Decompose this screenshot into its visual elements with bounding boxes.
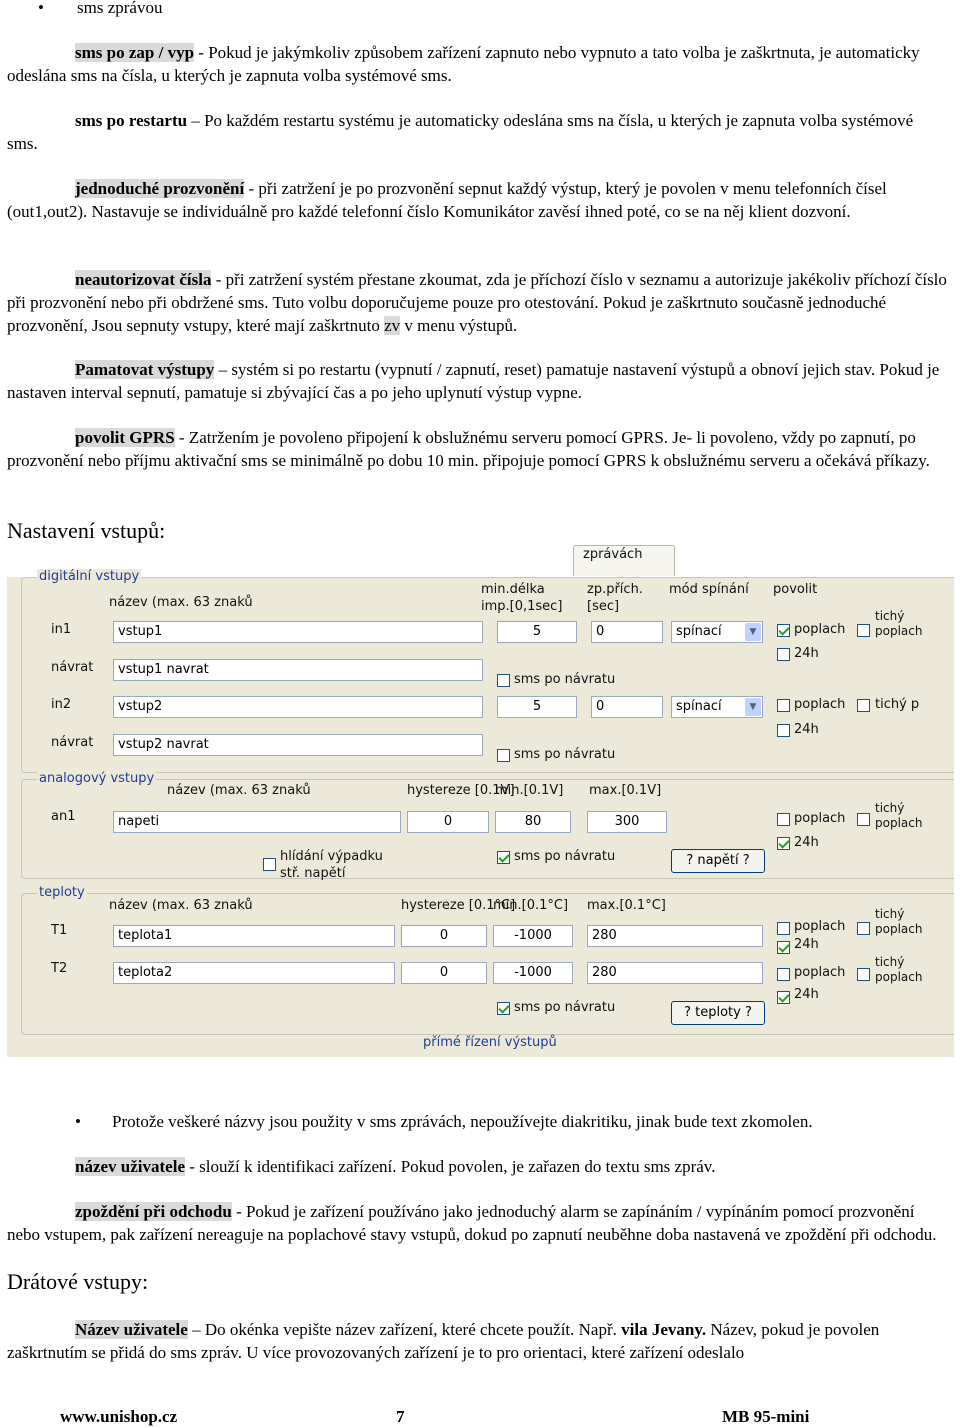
paragraph-zpozdeni (7, 1200, 947, 1246)
paragraph-text: - slouží k identifikaci zařízení. Pokud povolen, je zařazen do textu sms zpráv. (185, 1157, 716, 1176)
header-max: max.[0.1V] (589, 783, 662, 798)
row-label-navrat1: návrat (51, 660, 94, 675)
mode-select-in1[interactable] (671, 621, 763, 643)
header-hysteresis: hystereze [0.1V] (407, 783, 515, 798)
paragraph-text: – systém si po restartu (vypnutí / zapnutí, reset) pamatuje nastavení výstupů a obnoví jejich stav. Pokud je nastaven interval sepnutí, pamatuje si zbývající čas a po jeho uplynutí výstup vypne. (7, 360, 940, 402)
tichy-checkbox-in2[interactable] (857, 699, 870, 712)
sms-navrat-label: sms po návratu (514, 747, 616, 762)
paragraph-text: Název, pokud je povolen zaškrtnutím se přidá do sms zpráv. U více provozovaných zařízení je to pro orientaci, které zařízení odeslalo (7, 1320, 880, 1362)
max-input-t1[interactable]: 280 (587, 925, 763, 947)
term: sms po zap / vyp (75, 43, 195, 62)
paragraph-text: - Pokud je zařízení používáno jako jednoduchý alarm se zapínáním / vypínáním pomocí prozvonění nebo vstupem, pak zařízení nereaguje na poplachové stavy vstupů, dokud po zapnutí neuběhne doba nastavená ve zpoždění při odchodu. (7, 1202, 937, 1244)
footer-site: www.unishop.cz (60, 1407, 178, 1426)
poplach-label: poplach (794, 919, 846, 934)
paragraph-gprs (7, 426, 947, 472)
header-name: název (max. 63 znaků (109, 898, 253, 913)
name-input-an1[interactable]: napeti (113, 811, 401, 833)
24h-checkbox-an1[interactable] (777, 837, 790, 850)
tichy-label: tichý poplach (875, 907, 923, 936)
paragraph-text: - při zatržení je po prozvonění sepnut každý výstup, který je povolen v menu telefonních čísel (out1,out2). Nastavuje se individuálně pro každé telefonní číslo Komunikátor zavěsí ihned poté, co se na něj klient dozvoní. (7, 179, 887, 221)
paragraph-text: v menu výstupů. (400, 316, 518, 335)
paragraph-text: - při zatržení systém přestane zkoumat, zda je příchozí číslo v seznamu a autorizuje jakékoliv příchozí číslo při prozvonění nebo při obdržené sms. Tuto volbu doporučujeme pouze pro otestování. Pokud je zaškrtnuto současně jednoduché prozvonění, Jsou sepnuty vstupy, které mají zaškrtnuto (7, 270, 947, 335)
header-max: max.[0.1°C] (587, 898, 666, 913)
header-mode: mód spínání (669, 582, 749, 597)
row-label-an1: an1 (51, 809, 76, 824)
poplach-label: poplach (794, 622, 846, 637)
paragraph-text: – Do okénka vepište název zařízení, které chcete použít. Např. (187, 1320, 622, 1339)
panel-top-strip (7, 545, 954, 577)
tab-label: zprávách (583, 547, 643, 562)
tichy-label: tichý poplach (875, 801, 923, 830)
paragraph-sms-restart (7, 109, 947, 155)
poplach-checkbox-t1[interactable] (777, 922, 790, 935)
sms-navrat-checkbox-an1[interactable] (497, 851, 510, 864)
paragraph-text: - Zatržením je povoleno připojení k obslužnému serveru pomocí GPRS. Je- li povoleno, vždy po zapnutí, po prozvonění nebo příjmu aktivační sms se minimálně po dobu 10 min. připojuje pomocí GPRS k obslužnému serveru a očekává příkazy. (7, 428, 930, 470)
tichy-checkbox-in1[interactable] (857, 624, 870, 637)
group-label-digital: digitální vstupy (39, 569, 140, 584)
group-label-outputs[interactable]: přímé řízení výstupů (423, 1035, 557, 1050)
min-length-input-in1[interactable]: 5 (497, 621, 577, 643)
heading-inputs: Nastavení vstupů: (7, 518, 166, 543)
name-input-navrat1[interactable]: vstup1 navrat (113, 659, 483, 681)
poplach-checkbox-an1[interactable] (777, 813, 790, 826)
napeti-query-button[interactable]: ? napětí ? (671, 849, 765, 873)
paragraph-sms-zap-vyp (7, 41, 947, 87)
tichy-label: tichý poplach (875, 955, 923, 984)
sms-navrat-checkbox-2[interactable] (497, 749, 510, 762)
delay-input-in2[interactable]: 0 (591, 696, 663, 718)
name-input-t1[interactable]: teplota1 (113, 925, 395, 947)
poplach-checkbox-t2[interactable] (777, 968, 790, 981)
min-input-an1[interactable]: 80 (495, 811, 571, 833)
term: sms po restartu (75, 111, 188, 130)
hysteresis-input-t1[interactable]: 0 (401, 925, 487, 947)
paragraph-neautorizovat (7, 268, 947, 337)
row-label-t2: T2 (51, 961, 68, 976)
header-min: min.[0.1V] (495, 783, 564, 798)
poplach-label: poplach (794, 811, 846, 826)
paragraph-pamatovat (7, 358, 947, 404)
24h-checkbox-t2[interactable] (777, 991, 790, 1004)
paragraph-text: – Po každém restartu systému je automaticky odeslána sms na čísla, u kterých je zapnuta volba systémové sms. (7, 111, 914, 153)
tichy-checkbox-an1[interactable] (857, 813, 870, 826)
header-delay-unit: [sec] (587, 599, 620, 614)
24h-checkbox-in1[interactable] (777, 648, 790, 661)
sms-navrat-checkbox-1[interactable] (497, 674, 510, 687)
bullet-text: sms zprávou (77, 0, 163, 17)
row-label-in1: in1 (51, 622, 72, 637)
sms-navrat-label: sms po návratu (514, 1000, 616, 1015)
24h-checkbox-in2[interactable] (777, 724, 790, 737)
header-min: min.[0.1°C] (493, 898, 569, 913)
term: název uživatele (75, 1157, 185, 1176)
term-zv: zv (384, 316, 401, 335)
teploty-query-button[interactable]: ? teploty ? (671, 1001, 765, 1025)
name-input-t2[interactable]: teplota2 (113, 962, 395, 984)
name-input-in1[interactable]: vstup1 (113, 621, 483, 643)
poplach-label: poplach (794, 965, 846, 980)
row-label-in2: in2 (51, 697, 72, 712)
min-length-input-in2[interactable]: 5 (497, 696, 577, 718)
tichy-checkbox-t2[interactable] (857, 968, 870, 981)
24h-label: 24h (794, 987, 819, 1002)
hlidani-label-2: stř. napětí (280, 866, 346, 881)
bullet-text: Protože veškeré názvy jsou použity v sms zprávách, nepoužívejte diakritiku, jinak bude text zkomolen. (112, 1112, 813, 1131)
mode-value: spínací (676, 699, 722, 714)
mode-select-in2[interactable] (671, 696, 763, 718)
header-allow: povolit (773, 582, 818, 597)
hlidani-checkbox[interactable] (263, 858, 276, 871)
sms-navrat-label: sms po návratu (514, 849, 616, 864)
name-input-navrat2[interactable]: vstup2 navrat (113, 734, 483, 756)
header-min-length: min.délka (481, 582, 545, 597)
term: povolit GPRS (75, 428, 175, 447)
tichy-label: tichý p (875, 697, 920, 712)
row-label-t1: T1 (51, 923, 68, 938)
input-settings-panel (7, 545, 954, 1057)
header-hysteresis: hystereze [0.1°C] (401, 898, 516, 913)
24h-label: 24h (794, 835, 819, 850)
poplach-label: poplach (794, 697, 846, 712)
paragraph-text: - Pokud je jakýmkoliv způsobem zařízení zapnuto nebo vypnuto a tato volba je zaškrtnuta, je automaticky odeslána sms na čísla, u kterých je zapnuta volba systémové sms. (7, 43, 920, 85)
term: Název uživatele (75, 1320, 188, 1339)
header-min-length-unit: imp.[0,1sec] (481, 599, 563, 614)
term: Pamatovat výstupy (75, 360, 215, 379)
hlidani-label: hlídání výpadku (280, 849, 383, 864)
delay-input-in1[interactable]: 0 (591, 621, 663, 643)
paragraph-nazev-uzivatele (7, 1155, 947, 1178)
header-name: název (max. 63 znaků (167, 783, 311, 798)
paragraph-prozvoneni (7, 177, 947, 223)
name-input-in2[interactable]: vstup2 (113, 696, 483, 718)
tichy-label: tichý poplach (875, 609, 923, 638)
heading-wired: Drátové vstupy: (7, 1269, 149, 1294)
24h-checkbox-t1[interactable] (777, 941, 790, 954)
min-input-t1[interactable]: -1000 (493, 925, 573, 947)
24h-label: 24h (794, 646, 819, 661)
chevron-down-icon: ▼ (745, 698, 761, 716)
sms-navrat-checkbox-temps[interactable] (497, 1002, 510, 1015)
header-name: název (max. 63 znaků (109, 595, 253, 610)
tichy-checkbox-t1[interactable] (857, 922, 870, 935)
hysteresis-input-t2[interactable]: 0 (401, 962, 487, 984)
footer-page-number: 7 (396, 1407, 405, 1426)
max-input-an1[interactable]: 300 (587, 811, 667, 833)
header-delay: zp.přích. (587, 582, 643, 597)
poplach-checkbox-in2[interactable] (777, 699, 790, 712)
bullet-dot: • (38, 0, 44, 17)
term: neautorizovat čísla (75, 270, 212, 289)
example-name: vila Jevany. (621, 1320, 707, 1339)
group-label-temps: teploty (39, 885, 85, 900)
footer-model: MB 95-mini (722, 1407, 810, 1426)
min-input-t2[interactable]: -1000 (493, 962, 573, 984)
max-input-t2[interactable]: 280 (587, 962, 763, 984)
sms-navrat-label: sms po návratu (514, 672, 616, 687)
group-label-analog: analogový vstupy (39, 771, 155, 786)
poplach-checkbox-in1[interactable] (777, 624, 790, 637)
24h-label: 24h (794, 722, 819, 737)
paragraph-nazev-uzivatele-2 (7, 1318, 947, 1364)
chevron-down-icon: ▼ (745, 623, 761, 641)
24h-label: 24h (794, 937, 819, 952)
mode-value: spínací (676, 624, 722, 639)
row-label-navrat2: návrat (51, 735, 94, 750)
bullet-dot: • (75, 1112, 81, 1131)
hysteresis-input-an1[interactable]: 0 (407, 811, 489, 833)
term: zpoždění při odchodu (75, 1202, 232, 1221)
term: jednoduché prozvonění (75, 179, 245, 198)
